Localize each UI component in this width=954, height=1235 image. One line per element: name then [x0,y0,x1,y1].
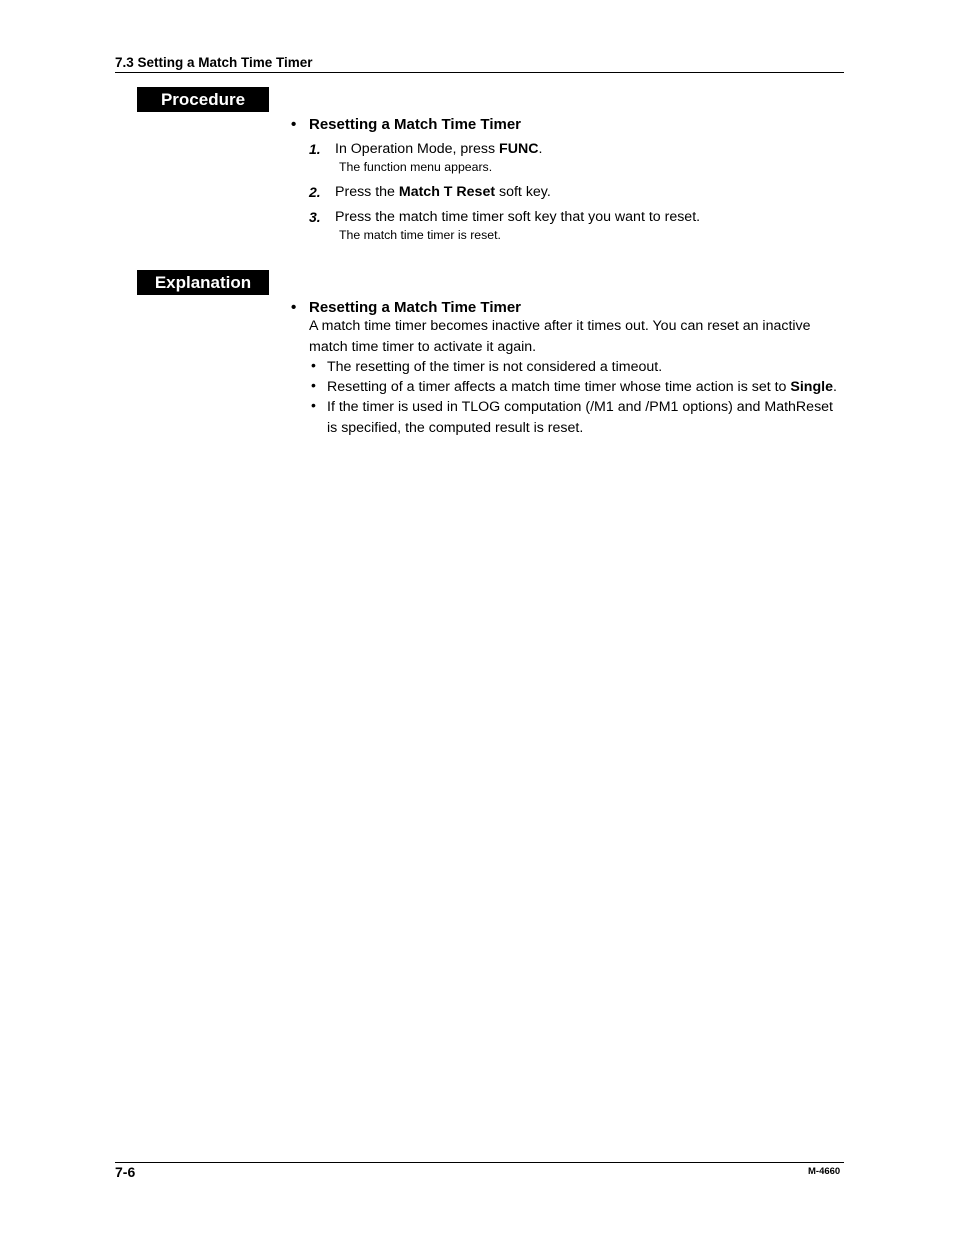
step-3-note: The match time timer is reset. [339,228,501,242]
explanation-heading [291,299,521,316]
page-number: 7-6 [115,1164,136,1180]
sub-bullet-marker: • [311,357,316,373]
step-3-text: Press the match time timer soft key that you want to reset. [335,209,701,225]
match-t-reset-key-name: Match T Reset [398,184,496,200]
section-title: 7.3 Setting a Match Time Timer [115,55,313,70]
step-2-text: Press the Match T Reset soft key. [335,184,551,200]
step-1-number: 1. [309,141,321,157]
func-key-name: FUNC [499,141,539,157]
bullet-marker: • [291,116,297,133]
procedure-label: Procedure [137,87,269,112]
procedure-heading-text: Resetting a Match Time Timer [309,116,522,133]
step-3-number: 3. [309,209,321,225]
explanation-bullet-2: Resetting of a timer affects a match time timer whose time action is set to Single. [327,379,837,395]
sub-bullet-marker: • [311,397,316,413]
bullet-marker: • [291,299,297,316]
single-setting-name: Single [790,379,833,395]
explanation-paragraph: A match time timer becomes inactive after it times out. You can reset an inactive match time timer to activate it again. [309,318,811,355]
step-2-number: 2. [309,184,321,200]
explanation-bullet-1: The resetting of the timer is not considered a timeout. [327,359,663,375]
explanation-label: Explanation [137,270,269,295]
sub-bullet-marker: • [311,377,316,393]
explanation-heading-text: Resetting a Match Time Timer [309,299,522,316]
step-1-text: In Operation Mode, press FUNC. [335,141,543,157]
explanation-bullet-3: If the timer is used in TLOG computation (/M1 and /PM1 options) and MathReset is specified, the computed result is reset. [327,399,833,436]
step-1-note: The function menu appears. [339,160,493,174]
footer-rule [115,1162,844,1163]
header-rule [115,72,844,73]
document-id: M-4660 [808,1166,841,1177]
procedure-heading [291,116,521,133]
